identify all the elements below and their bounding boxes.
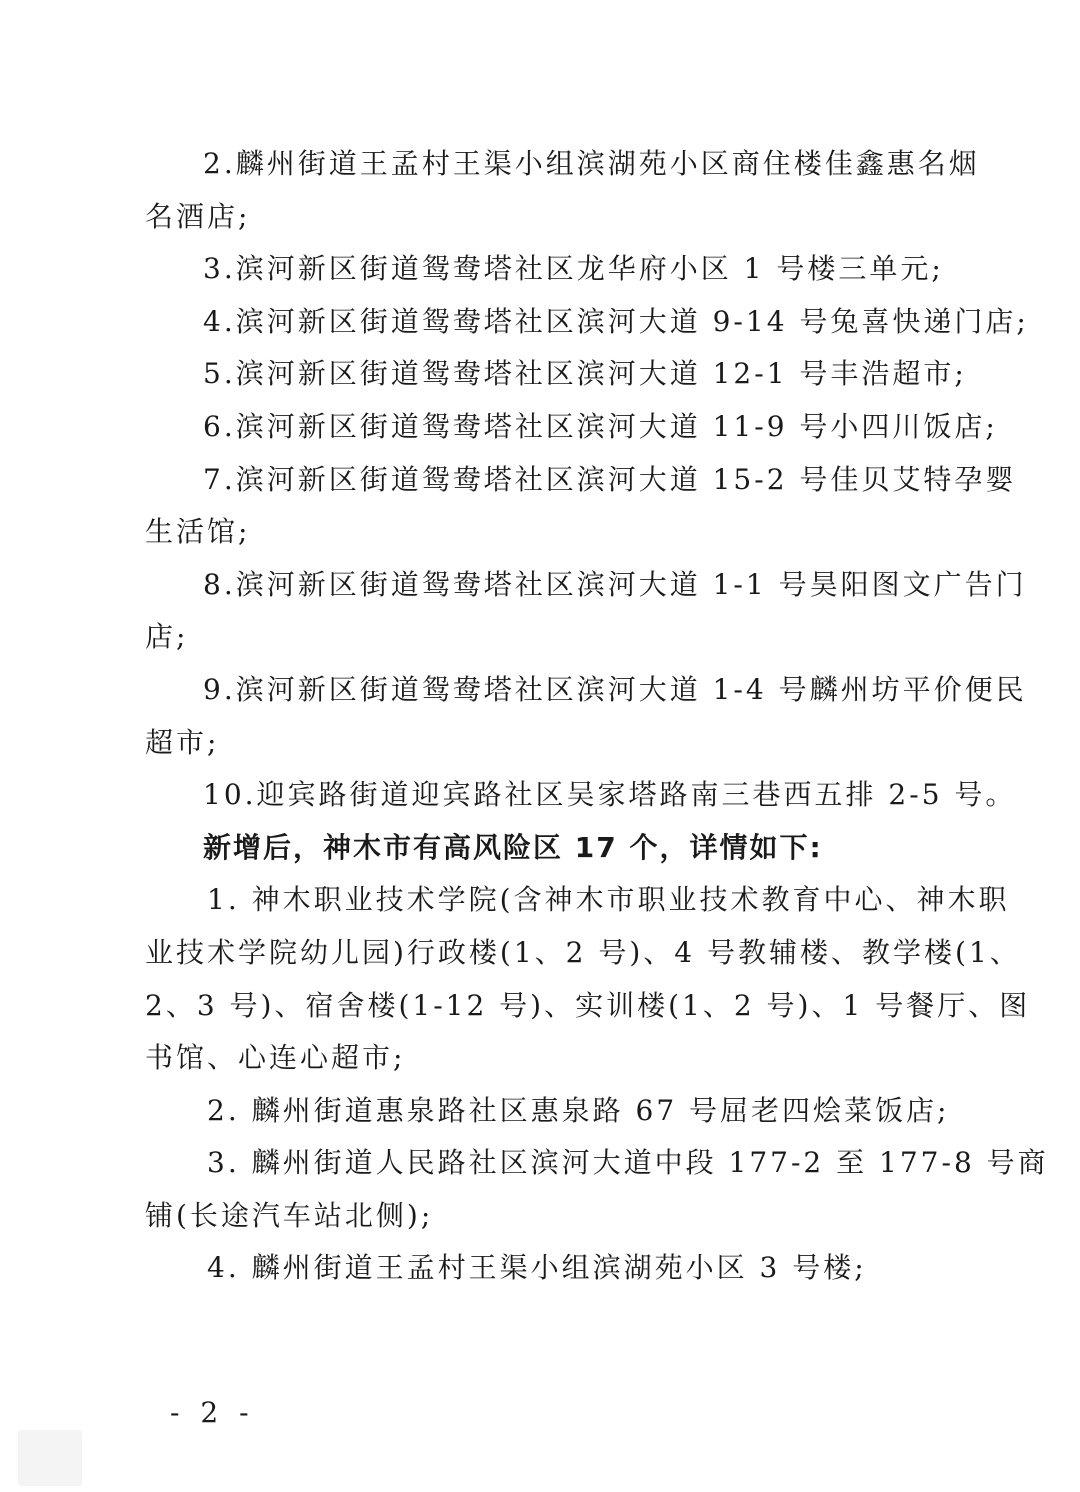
list-item-8-line-1: 8.滨河新区街道鸳鸯塔社区滨河大道 1-1 号昊阳图文广告门 (203, 567, 1027, 601)
list-item-2-line-1: 2.麟州街道王孟村王渠小组滨湖苑小区商住楼佳鑫惠名烟 (203, 147, 980, 180)
corner-shadow (18, 1430, 82, 1486)
high-risk-item-2: 2. 麟州街道惠泉路社区惠泉路 67 号屈老四烩菜饭店; (207, 1093, 950, 1127)
high-risk-item-1-line-1: 1. 神木职业技术学院(含神木市职业技术教育中心、神木职 (207, 883, 1010, 917)
list-item-8-line-2: 店; (145, 620, 189, 654)
list-item-2-line-2: 名酒店; (145, 199, 251, 233)
page-number: - 2 - (170, 1396, 255, 1429)
list-item-5: 5.滨河新区街道鸳鸯塔社区滨河大道 12-1 号丰浩超市; (203, 357, 967, 391)
list-item-9-line-2: 超市; (145, 725, 220, 759)
list-item-3: 3.滨河新区街道鸳鸯塔社区龙华府小区 1 号楼三单元; (203, 252, 944, 286)
section-heading: 新增后，神木市有高风险区 17 个，详情如下: (203, 830, 823, 864)
list-item-4: 4.滨河新区街道鸳鸯塔社区滨河大道 9-14 号兔喜快递门店; (203, 304, 1029, 338)
high-risk-item-3-line-2: 铺(长途汽车站北侧); (145, 1198, 434, 1232)
list-item-10: 10.迎宾路街道迎宾路社区吴家塔路南三巷西五排 2-5 号。 (203, 778, 1017, 812)
high-risk-item-3-line-1: 3. 麟州街道人民路社区滨河大道中段 177-2 至 177-8 号商 (207, 1146, 1049, 1180)
list-item-7-line-2: 生活馆; (145, 515, 251, 549)
list-item-7-line-1: 7.滨河新区街道鸳鸯塔社区滨河大道 15-2 号佳贝艾特孕婴 (203, 462, 1017, 496)
high-risk-item-1-line-3: 2、3 号)、宿舍楼(1-12 号)、实训楼(1、2 号)、1 号餐厅、图 (145, 988, 1031, 1022)
high-risk-item-4: 4. 麟州街道王孟村王渠小组滨湖苑小区 3 号楼; (207, 1251, 867, 1285)
high-risk-item-1-line-4: 书馆、心连心超市; (145, 1041, 406, 1075)
document-body (145, 138, 1049, 1295)
high-risk-item-1-line-2: 业技术学院幼儿园)行政楼(1、2 号)、4 号教辅楼、教学楼(1、 (145, 935, 1021, 969)
list-item-6: 6.滨河新区街道鸳鸯塔社区滨河大道 11-9 号小四川饭店; (203, 409, 998, 443)
list-item-9-line-1: 9.滨河新区街道鸳鸯塔社区滨河大道 1-4 号麟州坊平价便民 (203, 672, 1027, 706)
